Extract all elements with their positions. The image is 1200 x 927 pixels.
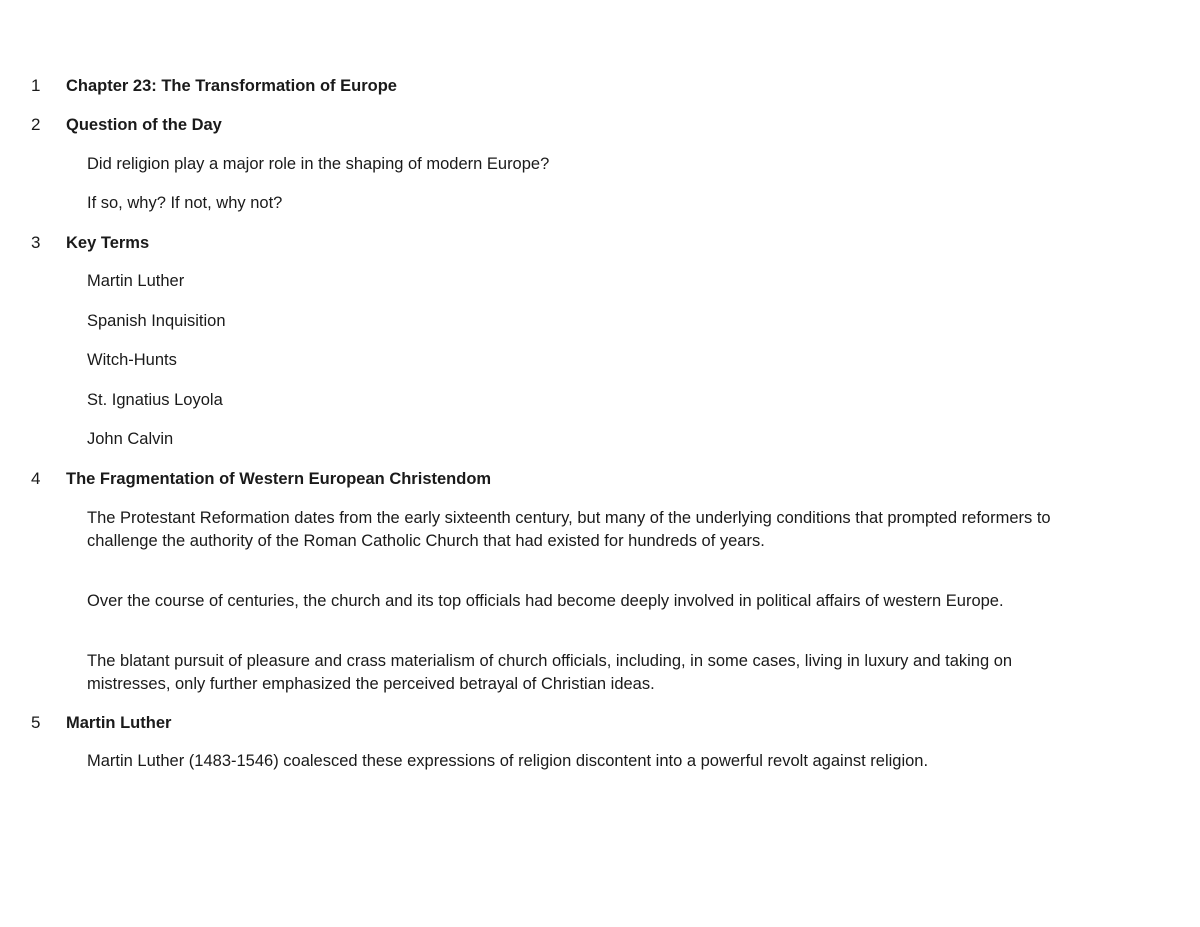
slide-number: 3 — [31, 233, 41, 252]
outline-bullet: Over the course of centuries, the church and its top officials had become deeply involved in political affairs of western Europe. — [87, 592, 1004, 610]
slide-title: Question of the Day — [66, 116, 222, 134]
outline-bullet: Martin Luther (1483-1546) coalesced these expressions of religion discontent into a powerful revolt against religion. — [87, 752, 929, 770]
slide-number: 5 — [31, 713, 41, 732]
outline-bullet: Martin Luther — [87, 272, 185, 290]
outline-bullet: The Protestant Reformation dates from the early sixteenth century, but many of the underlying conditions that prompted reformers to challenge the authority of the Roman Catholic Church that had existed for hundreds of years. — [87, 509, 1051, 550]
slide-number: 2 — [31, 115, 41, 134]
slide-title: Key Terms — [66, 234, 150, 252]
outline-bullet: If so, why? If not, why not? — [87, 194, 283, 212]
slide-title: Chapter 23: The Transformation of Europe — [66, 77, 397, 95]
slide-title: Martin Luther — [66, 714, 172, 732]
slide-number: 4 — [31, 469, 41, 488]
slide-title: The Fragmentation of Western European Christendom — [66, 470, 492, 488]
outline-bullet: The blatant pursuit of pleasure and crass materialism of church officials, including, in some cases, living in luxury and taking on mistresses, only further emphasized the perceived betrayal of Christian ideas. — [87, 652, 1013, 693]
outline-bullet: St. Ignatius Loyola — [87, 391, 223, 409]
outline-bullet: Spanish Inquisition — [87, 312, 226, 330]
outline-bullet: John Calvin — [87, 430, 174, 448]
slide-number: 1 — [31, 76, 41, 95]
outline-bullet: Did religion play a major role in the shaping of modern Europe? — [87, 155, 550, 173]
outline-bullet: Witch-Hunts — [87, 351, 177, 369]
